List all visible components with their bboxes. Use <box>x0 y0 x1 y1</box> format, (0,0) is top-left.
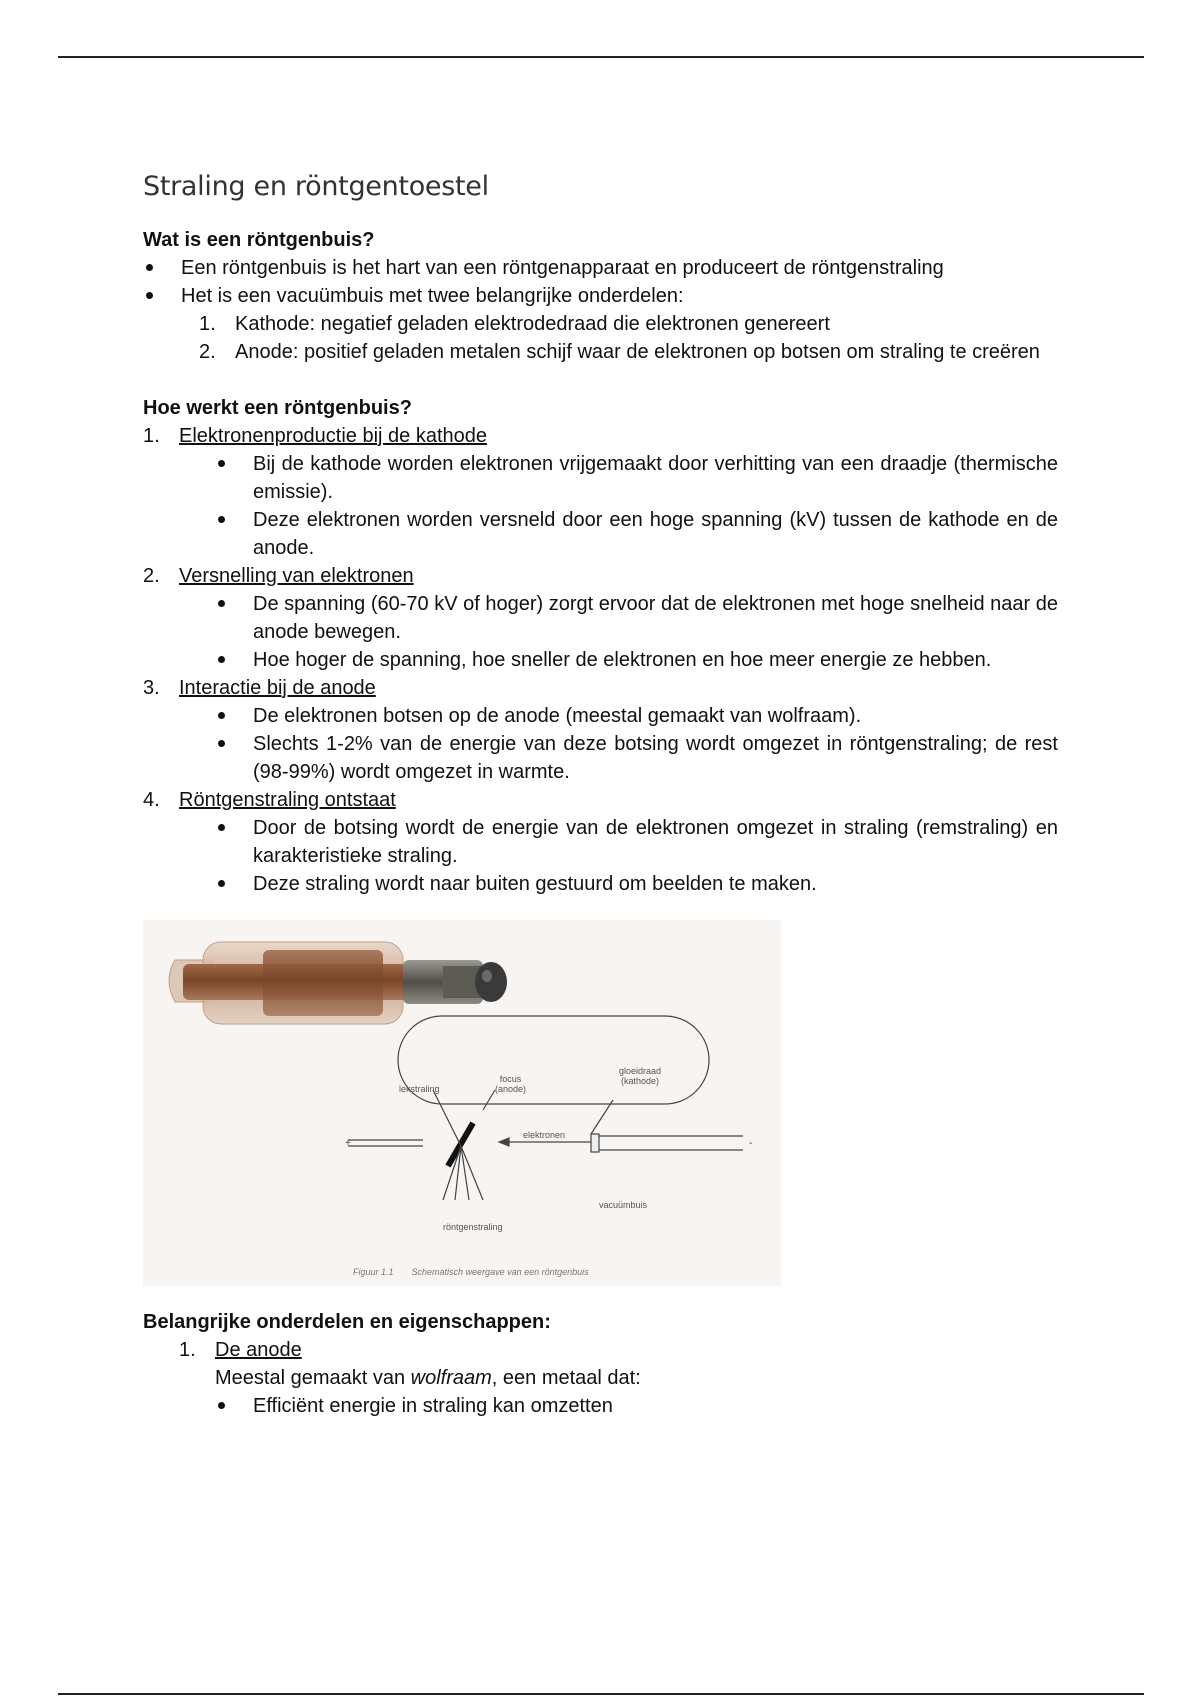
header-rule <box>58 56 1144 58</box>
bullet-icon <box>215 506 253 534</box>
list-item: De elektronen botsen op de anode (meestal gemaakt van wolfraam). <box>143 702 1058 730</box>
paragraph: Meestal gemaakt van wolfraam, een metaal dat: <box>215 1367 641 1389</box>
label-vacuumbuis: vacuümbuis <box>599 1200 648 1210</box>
list-item: Efficiënt energie in straling kan omzetten <box>143 1392 1058 1420</box>
bullet-icon <box>215 450 253 478</box>
label-gloeidraad: gloeidraad (kathode) <box>619 1066 662 1086</box>
step-heading: 1. De anode <box>179 1339 302 1361</box>
list-item: Door de botsing wordt de energie van de elektronen omgezet in straling (remstraling) en karakteristieke straling. <box>143 814 1058 870</box>
xray-tube-figure <box>143 920 781 1286</box>
label-focus: focus (anode) <box>495 1074 527 1094</box>
list-item: Een röntgenbuis is het hart van een röntgenapparaat en produceert de röntgenstraling <box>143 254 1058 282</box>
page-title: Straling en röntgentoestel <box>143 171 489 202</box>
bullet-icon <box>215 1392 253 1420</box>
list-item: Deze elektronen worden versneld door een hoge spanning (kV) tussen de kathode en de anode. <box>143 506 1058 562</box>
label-rontgenstraling: röntgenstraling <box>443 1222 503 1232</box>
bullet-icon <box>215 590 253 618</box>
section-heading-hoe-werkt: Hoe werkt een röntgenbuis? <box>143 397 412 419</box>
bullet-icon <box>143 282 181 310</box>
list-item: Bij de kathode worden elektronen vrijgemaakt door verhitting van een draadje (thermische emissie). <box>143 450 1058 506</box>
document-body <box>143 170 1058 1420</box>
step-heading: 4. Röntgenstraling ontstaat <box>143 789 396 811</box>
plus-label: + <box>345 1138 351 1149</box>
step-heading: 2. Versnelling van elektronen <box>143 565 414 587</box>
list-item: De spanning (60-70 kV of hoger) zorgt ervoor dat de elektronen met hoge snelheid naar de anode bewegen. <box>143 590 1058 646</box>
list-item: Slechts 1-2% van de energie van deze botsing wordt omgezet in röntgenstraling; de rest (98-99%) wordt omgezet in warmte. <box>143 730 1058 786</box>
figure-caption: Figuur 1.1 Schematisch weergave van een röntgenbuis <box>353 1267 589 1277</box>
bullet-icon <box>143 254 181 282</box>
step-heading: 1. Elektronenproductie bij de kathode <box>143 425 487 447</box>
minus-label: - <box>749 1138 753 1149</box>
list-item: Het is een vacuümbuis met twee belangrijke onderdelen: <box>143 282 1058 310</box>
bullet-icon <box>215 870 253 898</box>
list-item: 2. Anode: positief geladen metalen schijf waar de elektronen op botsen om straling te creëren <box>199 341 1040 363</box>
label-elektronen: elektronen <box>523 1130 566 1140</box>
list-item: 1. Kathode: negatief geladen elektrodedraad die elektronen genereert <box>199 313 830 335</box>
bullet-icon <box>215 730 253 758</box>
tube-photo <box>169 942 507 1024</box>
section-heading-onderdelen: Belangrijke onderdelen en eigenschappen: <box>143 1311 551 1333</box>
step-heading: 3. Interactie bij de anode <box>143 677 376 699</box>
bullet-icon <box>215 814 253 842</box>
footer-rule <box>58 1693 1144 1695</box>
list-item: Deze straling wordt naar buiten gestuurd om beelden te maken. <box>143 870 1058 898</box>
section-heading-wat-is: Wat is een röntgenbuis? <box>143 229 375 251</box>
list-item: Hoe hoger de spanning, hoe sneller de elektronen en hoe meer energie ze hebben. <box>143 646 1058 674</box>
bullet-icon <box>215 646 253 674</box>
bullet-icon <box>215 702 253 730</box>
label-lekstraling: lekstraling <box>399 1084 440 1094</box>
tube-schematic <box>348 1014 743 1200</box>
